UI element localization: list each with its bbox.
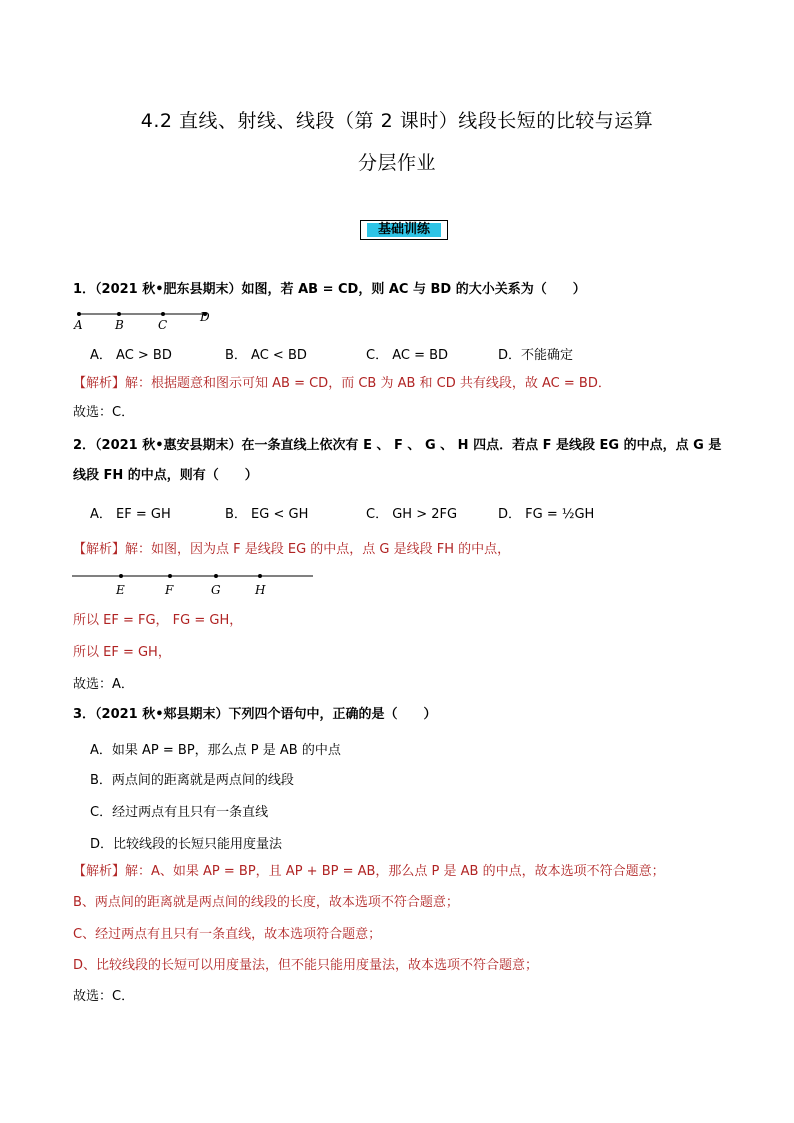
q2-option-d: D． FG = ½GH [498, 507, 595, 522]
q2-point-e [119, 574, 123, 578]
section-badge [360, 220, 448, 240]
q2-label-h: H [255, 583, 266, 597]
q2-point-h [258, 574, 262, 578]
q2-stem-line-2: 线段 FH 的中点，则有（ ） [73, 468, 258, 483]
q1-answer: 故选：C． [73, 405, 135, 420]
q3-option-b: B．两点间的距离就是两点间的线段 [90, 773, 294, 788]
q1-point-b [117, 312, 121, 316]
q3-analysis-4: D、比较线段的长短可以用度量法，但不能只能用度量法，故本选项不符合题意； [73, 958, 539, 973]
q1-stem: 1．（2021 秋•肥东县期末）如图，若 AB = CD，则 AC 与 BD 的大小关系为（ ） [73, 282, 586, 297]
q2-step-1: 所以 EF = FG， FG = GH， [73, 613, 243, 628]
q1-label-a: A [74, 318, 83, 332]
q2-figure [70, 569, 320, 599]
q1-point-a [77, 312, 81, 316]
q3-option-c: C．经过两点有且只有一条直线 [90, 805, 269, 820]
q2-answer: 故选：A． [73, 677, 134, 692]
q2-option-a: A． EF = GH [90, 507, 171, 522]
q2-option-b: B． EG < GH [225, 507, 309, 522]
q2-step-2: 所以 EF = GH， [73, 645, 171, 660]
q1-label-c: C [158, 318, 168, 332]
title-line-2: 分层作业 [357, 152, 436, 174]
q2-option-c: C． GH > 2FG [366, 507, 458, 522]
q1-label-d: D [200, 310, 210, 324]
q3-analysis-1: 【解析】解：A、如果 AP = BP，且 AP + BP = AB，那么点 P 是 AB 的中点，故本选项不符合题意； [73, 864, 665, 879]
q2-label-g: G [211, 583, 221, 597]
q1-option-c: C． AC = BD [366, 348, 449, 363]
q2-point-f [168, 574, 172, 578]
q3-option-d: D．比较线段的长短只能用度量法 [90, 837, 283, 852]
q1-option-b: B． AC < BD [225, 348, 307, 363]
q1-point-c [161, 312, 165, 316]
q2-stem-line-1: 2．（2021 秋•惠安县期末）在一条直线上依次有 E 、 F 、 G 、 H 四点．若点 F 是线段 EG 的中点，点 G 是 [73, 438, 722, 453]
q3-option-a: A．如果 AP = BP，那么点 P 是 AB 的中点 [90, 743, 341, 758]
q3-stem: 3．（2021 秋•郏县期末）下列四个语句中，正确的是（ ） [73, 707, 437, 722]
q1-option-d: D．不能确定 [498, 348, 574, 363]
q1-option-a: A． AC > BD [90, 348, 172, 363]
q2-label-f: F [165, 583, 174, 597]
q2-analysis-head: 【解析】解：如图，因为点 F 是线段 EG 的中点，点 G 是线段 FH 的中点， [73, 542, 511, 557]
q1-figure [70, 308, 220, 332]
q3-answer: 故选：C． [73, 989, 135, 1004]
q3-analysis-2: B、两点间的距离就是两点间的线段的长度，故本选项不符合题意； [73, 895, 459, 910]
section-badge-label: 基础训练 [367, 223, 441, 237]
title-line-1: 4.2 直线、射线、线段（第 2 课时）线段长短的比较与运算 [140, 110, 654, 132]
q2-label-e: E [116, 583, 125, 597]
q3-analysis-3: C、经过两点有且只有一条直线，故本选项符合题意； [73, 927, 382, 942]
q1-analysis: 【解析】解：根据题意和图示可知 AB = CD，而 CB 为 AB 和 CD 共有线段，故 AC = BD． [73, 376, 611, 391]
q1-label-b: B [115, 318, 124, 332]
q2-point-g [214, 574, 218, 578]
